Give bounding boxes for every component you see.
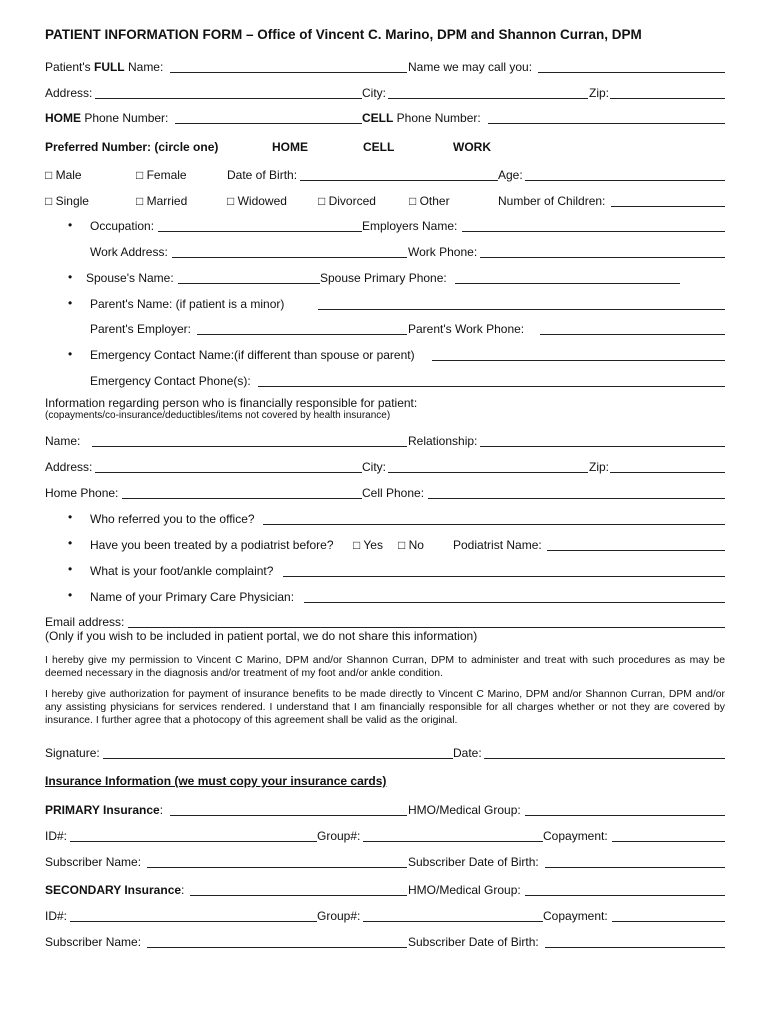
responsible-address-field[interactable] [95, 472, 362, 473]
checkbox-icon: □ [353, 538, 361, 552]
responsible-cell-phone-label: Cell Phone: [362, 486, 425, 500]
other-checkbox[interactable] [409, 194, 450, 208]
occupation-label: Occupation: [90, 219, 155, 233]
secondary-subscriber-field[interactable] [147, 947, 407, 948]
widowed-checkbox[interactable] [227, 194, 287, 208]
home-phone-label [45, 111, 168, 125]
checkbox-icon: □ [45, 194, 53, 208]
primary-id-label: ID#: [45, 829, 68, 843]
signature-field[interactable] [103, 758, 453, 759]
age-field[interactable] [525, 180, 725, 181]
primary-subscriber-label: Subscriber Name: [45, 855, 142, 869]
parent-employer-field[interactable] [197, 334, 407, 335]
cell-phone-bold: CELL [362, 111, 394, 125]
secondary-copay-field[interactable] [612, 921, 725, 922]
bullet-icon: • [68, 270, 73, 284]
secondary-group-field[interactable] [363, 921, 543, 922]
date-field[interactable] [484, 758, 725, 759]
children-label: Number of Children: [498, 194, 606, 208]
secondary-id-field[interactable] [70, 921, 317, 922]
consent-treatment-paragraph: I hereby give my permission to Vincent C Marino, DPM and/or Shannon Curran, DPM to administer and treat with such procedures as may be deemed necessary in the diagnosis and/or treatment of my foot and/or ankle condition. [45, 655, 725, 679]
secondary-insurance-colon: : [181, 883, 185, 897]
secondary-insurance-label [45, 883, 184, 897]
date-label: Date: [453, 746, 482, 760]
consent-payment-paragraph: I hereby give authorization for payment of insurance benefits to be made directly to Vincent C Marino, DPM and/or Shannon Curran, DPM and/or any assisting physicians for services rendered. I understand that I am financially responsible for all charges whether or not they are covered by insurance. I further agree that a photocopy of this agreement shall be valid as the original. [45, 689, 725, 726]
spouse-phone-label: Spouse Primary Phone: [320, 271, 447, 285]
cell-phone-label [362, 111, 481, 125]
secondary-copay-label: Copayment: [543, 909, 608, 923]
emergency-phone-field[interactable] [258, 386, 725, 387]
primary-hmo-label: HMO/Medical Group: [408, 803, 521, 817]
checkbox-icon: □ [318, 194, 326, 208]
spouse-name-field[interactable] [178, 283, 320, 284]
divorced-checkbox[interactable] [318, 194, 376, 208]
female-checkbox[interactable] [136, 168, 187, 182]
responsible-name-field[interactable] [92, 446, 407, 447]
responsible-zip-field[interactable] [610, 472, 725, 473]
divorced-label: Divorced [328, 194, 376, 208]
work-phone-label: Work Phone: [408, 245, 478, 259]
checkbox-icon: □ [136, 168, 144, 182]
full-name-label [45, 60, 163, 74]
primary-group-field[interactable] [363, 841, 543, 842]
work-phone-field[interactable] [480, 257, 725, 258]
podiatrist-name-field[interactable] [547, 550, 725, 551]
female-label: Female [146, 168, 187, 182]
checkbox-icon: □ [409, 194, 417, 208]
parent-name-label: Parent's Name: (if patient is a minor) [90, 297, 285, 311]
secondary-hmo-label: HMO/Medical Group: [408, 883, 521, 897]
responsible-home-phone-field[interactable] [122, 498, 362, 499]
signature-label: Signature: [45, 746, 100, 760]
email-note: (Only if you wish to be included in patient portal, we do not share this information) [45, 629, 478, 643]
primary-insurance-bold: PRIMARY Insurance [45, 803, 160, 817]
work-address-label: Work Address: [90, 245, 168, 259]
referred-label: Who referred you to the office? [90, 512, 255, 526]
primary-insurance-colon: : [159, 803, 164, 817]
secondary-hmo-field[interactable] [525, 895, 725, 896]
primary-id-field[interactable] [70, 841, 317, 842]
male-checkbox[interactable] [45, 168, 82, 182]
primary-subscriber-dob-field[interactable] [545, 867, 725, 868]
checkbox-icon: □ [136, 194, 144, 208]
address-label: Address: [45, 86, 93, 100]
checkbox-icon: □ [227, 194, 235, 208]
call-you-label: Name we may call you: [408, 60, 533, 74]
cell-phone-text: Phone Number: [393, 111, 481, 125]
male-label: Male [55, 168, 82, 182]
responsible-name-label: Name: [45, 434, 81, 448]
treated-yes-checkbox[interactable] [353, 538, 383, 552]
widowed-label: Widowed [237, 194, 287, 208]
primary-group-label: Group#: [317, 829, 361, 843]
primary-insurance-field[interactable] [170, 815, 407, 816]
married-checkbox[interactable] [136, 194, 187, 208]
age-label: Age: [498, 168, 523, 182]
home-phone-text: Phone Number: [81, 111, 169, 125]
secondary-insurance-bold: SECONDARY Insurance [45, 883, 182, 897]
preferred-work-option[interactable]: WORK [453, 140, 491, 154]
parent-work-phone-label: Parent's Work Phone: [408, 322, 525, 336]
home-phone-bold: HOME [45, 111, 81, 125]
secondary-group-label: Group#: [317, 909, 361, 923]
bullet-icon: • [68, 218, 73, 232]
zip-label: Zip: [589, 86, 610, 100]
bullet-icon: • [68, 588, 73, 602]
bullet-icon: • [68, 510, 73, 524]
spouse-phone-field[interactable] [455, 283, 680, 284]
dob-field[interactable] [300, 180, 498, 181]
emergency-name-label: Emergency Contact Name:(if different than spouse or parent) [90, 348, 415, 362]
preferred-cell-option[interactable]: CELL [363, 140, 395, 154]
pcp-label: Name of your Primary Care Physician: [90, 590, 295, 604]
emergency-name-field[interactable] [432, 360, 725, 361]
emergency-phone-label: Emergency Contact Phone(s): [90, 374, 251, 388]
full-name-label-bold: FULL [93, 60, 125, 74]
secondary-insurance-field[interactable] [190, 895, 407, 896]
responsible-home-phone-label: Home Phone: [45, 486, 119, 500]
other-label: Other [419, 194, 450, 208]
children-field[interactable] [611, 206, 725, 207]
responsible-zip-label: Zip: [589, 460, 610, 474]
primary-insurance-label [45, 803, 163, 817]
parent-work-phone-field[interactable] [540, 334, 725, 335]
call-you-field[interactable] [538, 72, 725, 73]
responsible-cell-phone-field[interactable] [428, 498, 725, 499]
dob-label: Date of Birth: [227, 168, 298, 182]
work-address-field[interactable] [172, 257, 407, 258]
secondary-subscriber-label: Subscriber Name: [45, 935, 142, 949]
full-name-field[interactable] [170, 72, 407, 73]
employer-field[interactable] [462, 231, 725, 232]
preferred-number-label: Preferred Number: (circle one) [45, 140, 219, 154]
treated-no-checkbox[interactable] [398, 538, 424, 552]
city-field[interactable] [388, 98, 588, 99]
primary-hmo-field[interactable] [525, 815, 725, 816]
married-label: Married [146, 194, 188, 208]
insurance-heading: Insurance Information (we must copy your insurance cards) [45, 774, 387, 788]
address-field[interactable] [95, 98, 362, 99]
checkbox-icon: □ [45, 168, 53, 182]
zip-field[interactable] [610, 98, 725, 99]
yes-label: Yes [363, 538, 383, 552]
single-checkbox[interactable] [45, 194, 89, 208]
complaint-label: What is your foot/ankle complaint? [90, 564, 274, 578]
bullet-icon: • [68, 536, 73, 550]
responsible-heading: Information regarding person who is financially responsible for patient: [45, 396, 418, 410]
treated-label: Have you been treated by a podiatrist before? [90, 538, 334, 552]
checkbox-icon: □ [398, 538, 406, 552]
bullet-icon: • [68, 562, 73, 576]
city-label: City: [362, 86, 386, 100]
employer-label: Employers Name: [362, 219, 458, 233]
occupation-field[interactable] [158, 231, 362, 232]
secondary-subscriber-dob-field[interactable] [545, 947, 725, 948]
secondary-subscriber-dob-label: Subscriber Date of Birth: [408, 935, 539, 949]
referred-field[interactable] [263, 524, 725, 525]
complaint-field[interactable] [283, 576, 725, 577]
pcp-field[interactable] [304, 602, 725, 603]
bullet-icon: • [68, 296, 73, 310]
bullet-icon: • [68, 347, 73, 361]
no-label: No [408, 538, 424, 552]
secondary-id-label: ID#: [45, 909, 68, 923]
full-name-label-pre: Patient's [45, 60, 94, 74]
responsible-address-label: Address: [45, 460, 93, 474]
parent-name-field[interactable] [318, 309, 725, 310]
full-name-label-post: Name: [124, 60, 164, 74]
podiatrist-name-label: Podiatrist Name: [453, 538, 542, 552]
primary-copay-field[interactable] [612, 841, 725, 842]
primary-subscriber-dob-label: Subscriber Date of Birth: [408, 855, 539, 869]
responsible-subheading: (copayments/co-insurance/deductibles/items not covered by health insurance) [45, 410, 391, 421]
single-label: Single [55, 194, 89, 208]
primary-copay-label: Copayment: [543, 829, 608, 843]
spouse-name-label: Spouse's Name: [86, 271, 174, 285]
cell-phone-field[interactable] [488, 123, 725, 124]
form-title: PATIENT INFORMATION FORM – Office of Vincent C. Marino, DPM and Shannon Curran, DPM [45, 27, 642, 42]
home-phone-field[interactable] [175, 123, 362, 124]
email-label: Email address: [45, 615, 125, 629]
preferred-home-option[interactable]: HOME [272, 140, 308, 154]
relationship-label: Relationship: [408, 434, 478, 448]
parent-employer-label: Parent's Employer: [90, 322, 191, 336]
email-field[interactable] [128, 627, 725, 628]
relationship-field[interactable] [480, 446, 725, 447]
responsible-city-field[interactable] [388, 472, 588, 473]
primary-subscriber-field[interactable] [147, 867, 407, 868]
responsible-city-label: City: [362, 460, 386, 474]
